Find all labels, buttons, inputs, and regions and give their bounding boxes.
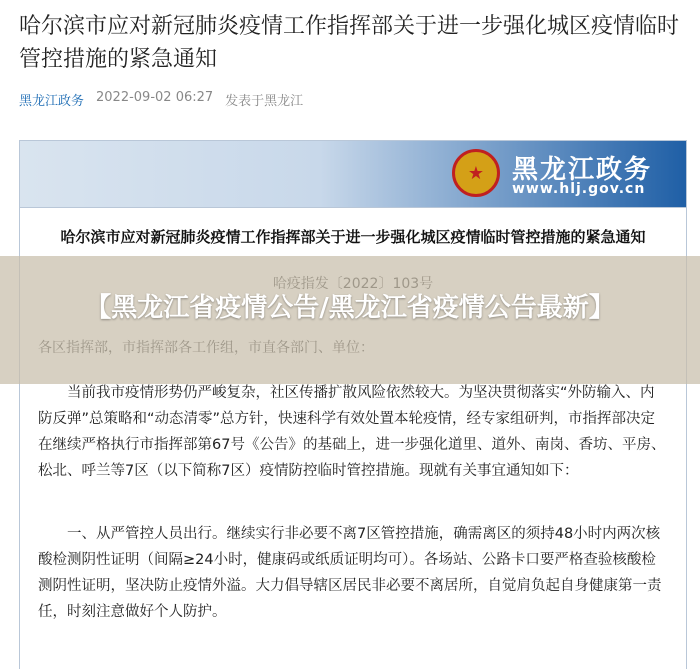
banner-site-url: www.hlj.gov.cn (512, 181, 646, 197)
national-emblem-icon: ★ (452, 149, 500, 197)
banner-divider (20, 207, 686, 208)
article-source-link[interactable]: 黑龙江政务 (19, 94, 85, 109)
document-paragraph: 当前我市疫情形势仍严峻复杂，社区传播扩散风险依然较大。为坚决贯彻落实“外防输入、内防反弹”总策略和“动态清零”总方针，快速科学有效处置本轮疫情，经专家组研判，市指挥部决定在继续严格执行市指挥部第67号《公告》的基础上，进一步强化道里、道外、南岗、香坊、平房、松北、呼兰等7区（以下简称7区）疫情防控临时管控措施。现就有关事宜通知如下： (38, 385, 666, 479)
document-title: 哈尔滨市应对新冠肺炎疫情工作指挥部关于进一步强化城区疫情临时管控措施的紧急通知 (60, 228, 646, 246)
headline-overlay-text: 【黑龙江省疫情公告/黑龙江省疫情公告最新】 (85, 293, 615, 323)
site-banner (20, 141, 686, 207)
article-datetime: 2022-09-02 06:27 (96, 90, 214, 105)
document-image (19, 140, 687, 669)
document-paragraph: 一、从严管控人员出行。继续实行非必要不离7区管控措施，确需离区的须持48小时内两次核酸检测阴性证明（间隔≥24小时，健康码或纸质证明均可）。各场站、公路卡口要严格查验核酸检测阴性证明，坚决防止疫情外溢。大力倡导辖区居民非必要不离居所，自觉肩负起自身健康第一责任，时刻注意做好个人防护。 (38, 526, 662, 620)
article-title: 哈尔滨市应对新冠肺炎疫情工作指挥部关于进一步强化城区疫情临时管控措施的紧急通知 (19, 14, 680, 72)
article-meta (19, 90, 303, 109)
banner-site-name: 黑龙江政务 (512, 155, 653, 185)
article-location: 发表于黑龙江 (225, 94, 304, 109)
